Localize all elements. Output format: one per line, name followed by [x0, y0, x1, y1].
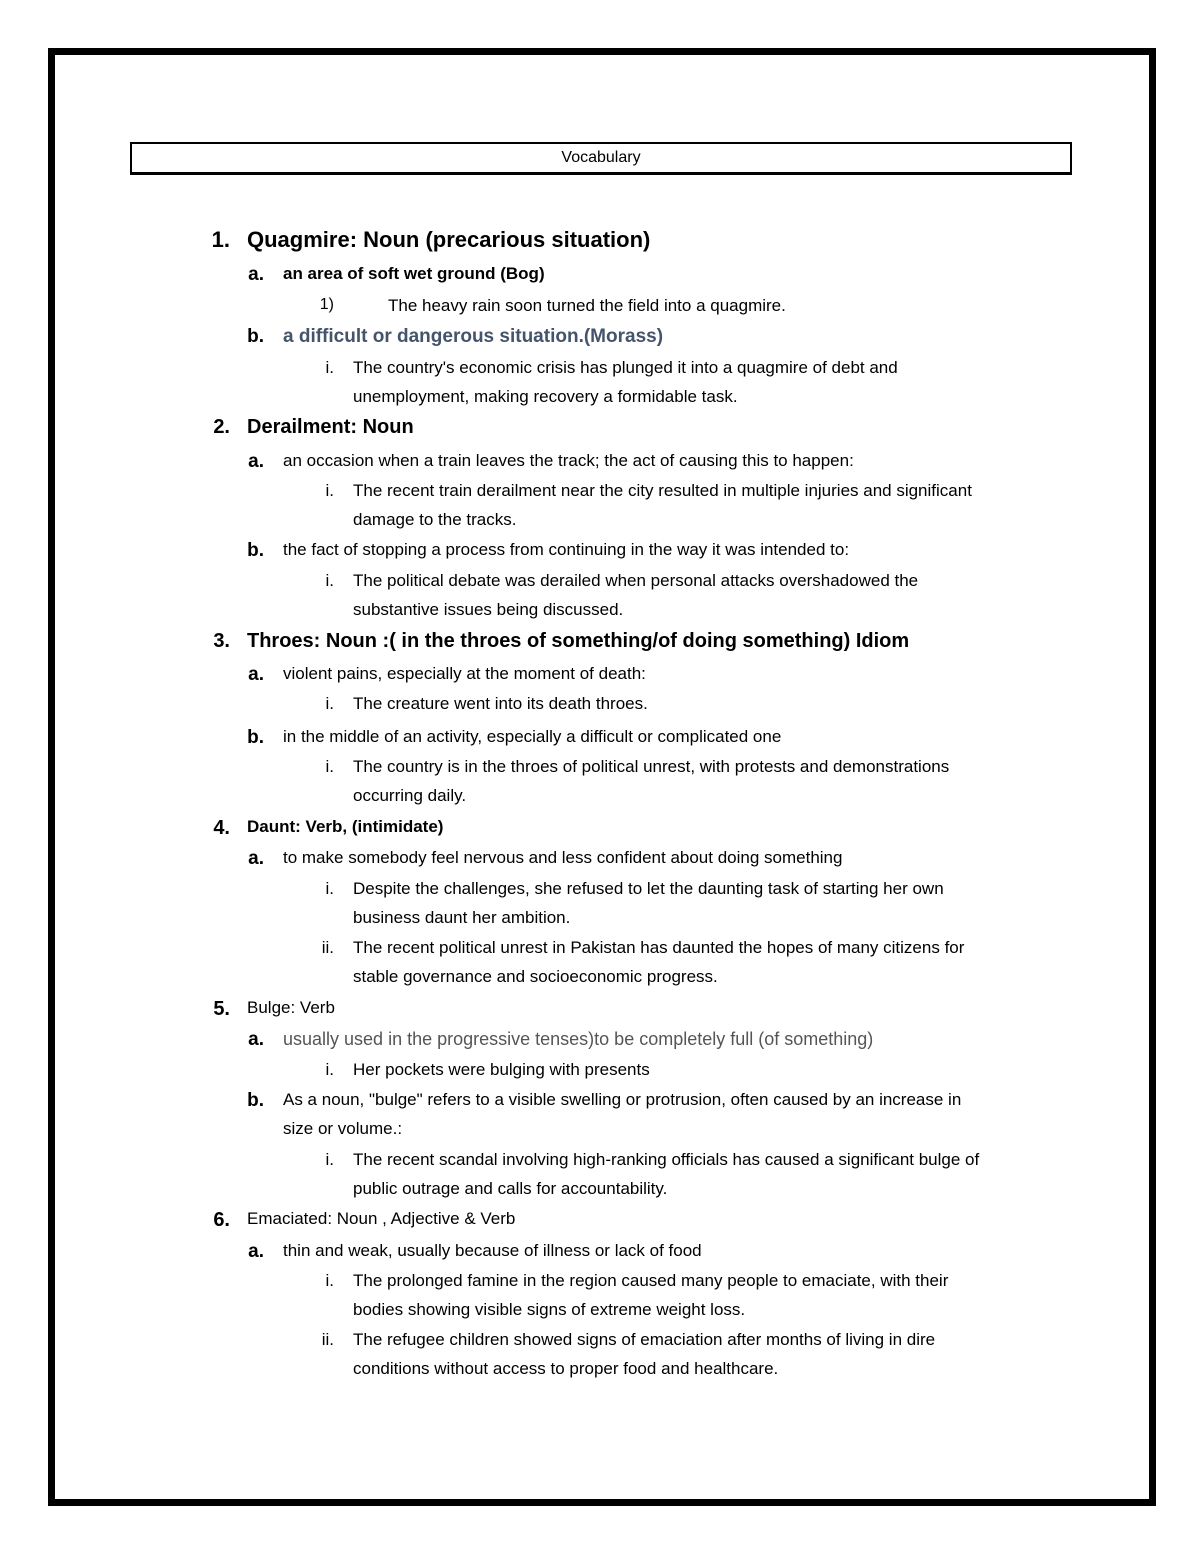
example-text: The prolonged famine in the region caused many people to emaciate, with their	[353, 1271, 949, 1290]
example-text: stable governance and socioeconomic progress.	[353, 967, 718, 986]
example-marker: i.	[325, 571, 334, 590]
sense-marker: a.	[248, 451, 264, 472]
example-marker: i.	[325, 694, 334, 713]
example-text: damage to the tracks.	[353, 510, 517, 529]
example-marker: i.	[325, 481, 334, 500]
example-text: The heavy rain soon turned the field into a quagmire.	[388, 296, 786, 315]
sense-text: thin and weak, usually because of illness or lack of food	[283, 1241, 702, 1260]
sense-text: an occasion when a train leaves the track; the act of causing this to happen:	[283, 451, 854, 470]
sense-marker: a.	[248, 264, 264, 285]
example-marker: i.	[325, 1150, 334, 1169]
example-text: The recent scandal involving high-ranking officials has caused a significant bulge of	[353, 1150, 980, 1169]
example-text: The creature went into its death throes.	[353, 694, 648, 713]
example-text: The recent train derailment near the city resulted in multiple injuries and significant	[353, 481, 972, 500]
sense-marker: b.	[247, 326, 264, 347]
entry-number: 5.	[213, 998, 230, 1020]
sense-marker: a.	[248, 848, 264, 869]
sense-marker: b.	[247, 1090, 264, 1111]
entry-number: 6.	[213, 1209, 230, 1231]
example-marker: i.	[325, 757, 334, 776]
sense-text: in the middle of an activity, especially a difficult or complicated one	[283, 727, 782, 746]
sense-text: to make somebody feel nervous and less confident about doing something	[283, 848, 843, 867]
example-marker: i.	[325, 1060, 334, 1079]
entry-term: Daunt: Verb, (intimidate)	[247, 817, 444, 836]
example-text: The refugee children showed signs of emaciation after months of living in dire	[353, 1330, 936, 1349]
example-text: bodies showing visible signs of extreme weight loss.	[353, 1300, 746, 1319]
entry-term: Emaciated: Noun , Adjective & Verb	[247, 1209, 516, 1228]
example-text: The political debate was derailed when personal attacks overshadowed the	[353, 571, 919, 590]
entry-number: 1.	[211, 227, 230, 252]
example-text: The recent political unrest in Pakistan has daunted the hopes of many citizens for	[353, 938, 965, 957]
entry-term: Throes: Noun :( in the throes of something/of doing something) Idiom	[247, 630, 910, 652]
example-marker: i.	[325, 879, 334, 898]
example-text: conditions without access to proper food and healthcare.	[353, 1359, 779, 1378]
sense-marker: b.	[247, 540, 264, 561]
sense-text: the fact of stopping a process from continuing in the way it was intended to:	[283, 540, 850, 559]
sense-text: As a noun, "bulge" refers to a visible swelling or protrusion, often caused by an increase in	[283, 1090, 962, 1109]
entry-number: 2.	[213, 416, 230, 438]
example-marker: i.	[325, 1271, 334, 1290]
example-marker: i.	[325, 358, 334, 377]
sense-marker: b.	[247, 727, 264, 748]
example-text: Despite the challenges, she refused to let the daunting task of starting her own	[353, 879, 944, 898]
sense-text: size or volume.:	[283, 1119, 403, 1138]
entry-number: 4.	[213, 817, 230, 839]
entry-term: Quagmire: Noun (precarious situation)	[247, 227, 651, 252]
entry-term: Derailment: Noun	[247, 416, 414, 438]
entry-term: Bulge: Verb	[247, 998, 335, 1017]
example-marker: ii.	[321, 938, 334, 957]
page-title-text: Vocabulary	[561, 149, 641, 166]
sense-text: violent pains, especially at the moment of death:	[283, 664, 646, 683]
example-marker: 1)	[319, 296, 334, 313]
example-text: The country's economic crisis has plunged it into a quagmire of debt and	[353, 358, 898, 377]
entry-number: 3.	[213, 630, 230, 652]
example-text: Her pockets were bulging with presents	[353, 1060, 650, 1079]
example-text: substantive issues being discussed.	[353, 600, 624, 619]
example-text: business daunt her ambition.	[353, 908, 571, 927]
example-text: The country is in the throes of political unrest, with protests and demonstrations	[353, 757, 950, 776]
example-text: public outrage and calls for accountability.	[353, 1179, 668, 1198]
sense-text: a difficult or dangerous situation.(Morass)	[283, 326, 664, 347]
sense-marker: a.	[248, 1029, 264, 1050]
sense-text: usually used in the progressive tenses)to be completely full (of something)	[283, 1029, 874, 1049]
sense-marker: a.	[248, 664, 264, 685]
example-text: unemployment, making recovery a formidable task.	[353, 387, 738, 406]
sense-text: an area of soft wet ground (Bog)	[283, 264, 545, 283]
sense-marker: a.	[248, 1241, 264, 1262]
example-text: occurring daily.	[353, 786, 467, 805]
example-marker: ii.	[321, 1330, 334, 1349]
